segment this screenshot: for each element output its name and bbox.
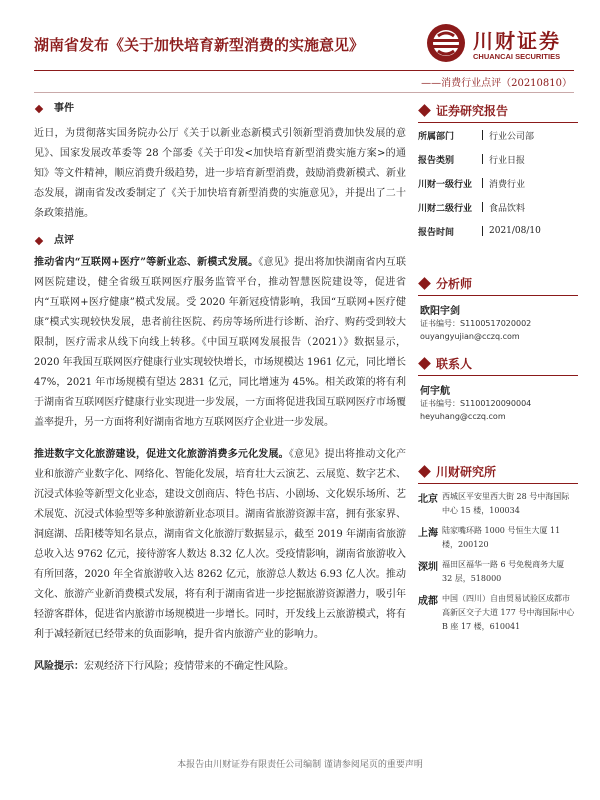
report-info-heading: 证券研究报告	[418, 100, 578, 120]
medical-paragraph-lead: 推动省内“互联网+医疗”等新业态、新模式发展。	[34, 257, 259, 268]
section-diamond-icon	[34, 236, 44, 246]
contact-email[interactable]: heyuhang@cczq.com	[420, 412, 506, 421]
info-row: 川财一级行业 消费行业	[418, 179, 526, 190]
report-title: 湖南省发布《关于加快培育新型消费的实施意见》	[34, 36, 365, 54]
contact-card	[420, 382, 578, 423]
event-section-heading: 事件	[34, 100, 406, 118]
info-row: 所属部门 行业公司部	[418, 131, 535, 142]
subtitle-divider	[34, 92, 574, 93]
analyst-name: 欧阳宇剑	[420, 306, 460, 317]
analyst-email[interactable]: ouyangyujian@cczq.com	[420, 332, 520, 341]
analyst-card	[420, 302, 578, 343]
heading-diamond-icon	[418, 465, 431, 478]
company-logo	[425, 22, 575, 68]
medical-paragraph-body: 《意见》提出将加快湖南省内互联网医院建设，健全省级互联网医疗服务监管平台，推动智慧医院建设等，促进省内“互联网+医疗健康”模式发展。受 2020 年新冠疫情影响，我国“互联网+医疗健康”模式实现较快发展，患者前往医院、药房等场所进行诊断、治疗、购药受到较大限制，医疗需求从线下向线上转移。《中国互联网发展报告（2021）》数据显示，2020 年我国互联网医疗健康行业实现较快增长，市场规模达 1961 亿元，同比增长 47%，2021 年市场规模有望达 2831 亿元，同比增速为 45%。相关政策的将有利于湖南省互联网医疗健康行业实现进一步发展，一方面将促进我国互联网医疗市场覆盖率提升，另一方面将利好湖南省地方互联网医疗企业进一步发展。	[34, 257, 407, 428]
institute-heading: 川财研究所	[418, 461, 578, 481]
analyst-cert: 证书编号：S1100517020002	[420, 319, 532, 328]
analyst-heading: 分析师	[418, 273, 578, 293]
sidebar-divider	[418, 375, 578, 376]
heading-diamond-icon	[418, 357, 431, 370]
info-row: 报告时间 2021/08/10	[418, 226, 541, 238]
risk-text: 宏观经济下行风险；疫情带来的不确定性风险。	[84, 661, 294, 672]
header-divider	[34, 70, 574, 71]
logo-chinese-name: 川财证券	[473, 29, 561, 53]
address-shanghai: 上海 陆家嘴环路 1000 号恒生大厦 11 楼，200120	[418, 526, 561, 549]
info-row: 报告类别 行业日报	[418, 155, 526, 166]
sidebar-divider	[418, 483, 578, 484]
tourism-paragraph	[34, 445, 406, 645]
info-row: 川财二级行业 食品饮料	[418, 203, 526, 214]
risk-paragraph	[34, 657, 406, 677]
report-subtitle: ——消费行业点评（20210810）	[421, 78, 572, 89]
event-paragraph: 近日，为贯彻落实国务院办公厅《关于以新业态新模式引领新型消费加快发展的意见》、国家发展改革委等 28 个部委《关于印发<加快培育新型消费实施方案>的通知》等文件精神，顺应消费升级趋势，进一步培育新型消费，鼓励消费新模式、新业态发展，湖南省发改委制定了《关于加快培育新型消费的实施意见》，并提出了二十条政策措施。	[34, 128, 406, 219]
address-beijing: 北京 西城区平安里西大街 28 号中海国际中心 15 楼，100034	[418, 492, 570, 515]
report-sidebar	[418, 96, 578, 634]
logo-english-name: CHUANCAI SECURITIES	[473, 52, 561, 61]
section-diamond-icon	[34, 104, 44, 114]
address-shenzhen: 深圳 福田区福华一路 6 号免税商务大厦 32 层，518000	[418, 560, 565, 583]
address-chengdu: 成都 中国（四川）自由贸易试验区成都市高新区交子大道 177 号中海国际中心 B 座 17 楼，610041	[418, 594, 575, 631]
medical-paragraph	[34, 253, 406, 433]
contact-name: 何宇航	[420, 386, 450, 397]
contact-cert: 证书编号：S1100120090004	[420, 399, 532, 408]
heading-diamond-icon	[418, 277, 431, 290]
tourism-paragraph-body: 《意见》提出将推动文化产业和旅游产业数字化、网络化、智能化发展，培育壮大云演艺、云展览、数字艺术、沉浸式体验等新型文化业态，建设文创商店、特色书店、小剧场、文化娱乐场所、艺术展览、沉浸式体验型等多种旅游新业态项目。湖南省旅游资源丰富，拥有张家界、洞庭湖、岳阳楼等知名景点，湖南省文化旅游厅数据显示，截至 2019 年湖南省旅游总收入达 9762 亿元，接待游客人数达 8.32 亿人次。受疫情影响，湖南省旅游收入有所回落，2020 年全省旅游收入达 8262 亿元，旅游总人数达 6.93 亿人次。推动文化、旅游产业新消费模式发展，将有利于湖南省进一步挖掘旅游资源潜力，吸引年轻游客群体，促进省内旅游市场规模进一步增长。同时，开发线上云旅游模式，将有利于减轻新冠已经带来的负面影响，提升省内旅游产业的影响力。	[34, 449, 407, 640]
report-header	[0, 0, 600, 92]
logo-emblem-icon	[425, 22, 467, 64]
sidebar-divider	[418, 295, 578, 296]
page-footer: 本报告由川财证券有限责任公司编制 谨请参阅尾页的重要声明	[177, 760, 423, 770]
main-content	[34, 96, 406, 677]
risk-lead: 风险提示：	[34, 661, 84, 672]
tourism-paragraph-lead: 推进数字文化旅游建设，促进文化旅游消费多元化发展。	[34, 449, 289, 460]
comment-section-heading: 点评	[34, 232, 406, 250]
heading-diamond-icon	[418, 104, 431, 117]
contact-heading: 联系人	[418, 353, 578, 373]
